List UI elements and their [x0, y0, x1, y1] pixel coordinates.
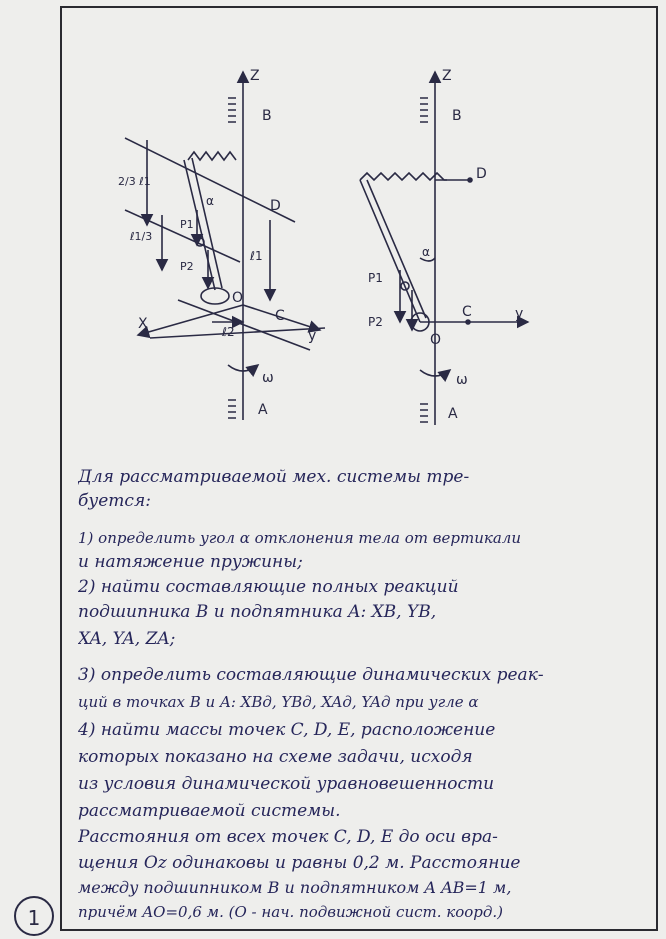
right-label-z: Z	[442, 68, 452, 84]
left-label-o: O	[232, 290, 244, 306]
right-label-o: O	[430, 332, 442, 348]
right-label-omega: ω	[456, 372, 468, 388]
left-label-b: B	[262, 108, 272, 124]
left-cylinder	[201, 288, 229, 304]
right-label-d: D	[476, 166, 487, 182]
left-label-a: A	[258, 402, 268, 418]
right-rod-edge	[367, 180, 426, 318]
left-label-d: D	[270, 198, 281, 214]
task-item-2b: подшипника B и подпятника A: XB, YB,	[78, 602, 437, 622]
task-note-2: щения Oz одинаковы и равны 0,2 м. Расстояние	[78, 853, 521, 873]
left-label-alpha: α	[206, 194, 214, 208]
right-bearing-a-hatch	[420, 404, 428, 422]
task-item-4b: которых показано на схеме задачи, исходя	[78, 747, 473, 767]
right-bearing-b-hatch	[420, 98, 428, 122]
left-label-y: y	[308, 328, 317, 344]
task-item-1b: и натяжение пружины;	[78, 552, 303, 572]
task-intro: Для рассматриваемой мех. системы тре-	[78, 467, 470, 487]
right-label-p2: P2	[368, 315, 383, 329]
right-label-b: B	[452, 108, 462, 124]
left-label-l1-3: ℓ1/3	[130, 230, 153, 243]
task-item-4d: рассматриваемой системы.	[78, 801, 341, 821]
right-label-c: C	[462, 304, 472, 320]
left-y-axis	[150, 328, 325, 338]
task-item-3: 3) определить составляющие динамических реак-	[78, 665, 544, 685]
left-label-p1: P1	[180, 218, 194, 231]
task-note-3: между подшипником B и подпятником A AB=1 м,	[78, 878, 512, 897]
task-item-1: 1) определить угол α отклонения тела от вертикали	[78, 529, 521, 547]
right-point-d	[468, 178, 472, 182]
left-label-x: X	[138, 316, 148, 332]
left-bearing-a-hatch	[228, 400, 236, 418]
task-item-4: 4) найти массы точек C, D, E, расположение	[78, 720, 496, 740]
left-label-z: Z	[250, 68, 260, 84]
right-label-a: A	[448, 406, 458, 422]
left-label-c: C	[275, 308, 285, 324]
task-intro-2: буется:	[78, 491, 151, 511]
left-label-l2: ℓ2	[222, 325, 235, 339]
right-spring	[360, 173, 447, 180]
left-spring	[188, 152, 236, 160]
right-figure	[360, 72, 528, 425]
task-note-4: причём AO=0,6 м. (O - нач. подвижной сист. коорд.)	[78, 903, 504, 921]
task-item-2: 2) найти составляющие полных реакций	[78, 577, 459, 597]
left-figure	[125, 72, 325, 420]
left-plane-line	[178, 300, 310, 350]
right-rod	[360, 180, 420, 322]
right-label-y: y	[515, 306, 524, 322]
left-label-l1: ℓ1	[250, 249, 263, 263]
right-point-c	[466, 320, 470, 324]
left-label-omega: ω	[262, 370, 274, 386]
task-item-4c: из условия динамической уравновешенности	[78, 774, 495, 794]
page-number: 1	[14, 896, 54, 936]
task-item-2c: XA, YA, ZA;	[78, 629, 176, 649]
left-label-2-3-l1: 2/3 ℓ1	[118, 175, 151, 188]
left-label-p2: P2	[180, 260, 194, 273]
left-bearing-b-hatch	[228, 98, 236, 122]
task-note-1: Расстояния от всех точек C, D, E до оси вра-	[78, 827, 498, 847]
task-item-3b: ций в точках B и A: XBд, YBд, XAд, YAд при угле α	[78, 693, 479, 711]
right-label-p1: P1	[368, 271, 383, 285]
right-label-alpha: α	[422, 245, 430, 259]
